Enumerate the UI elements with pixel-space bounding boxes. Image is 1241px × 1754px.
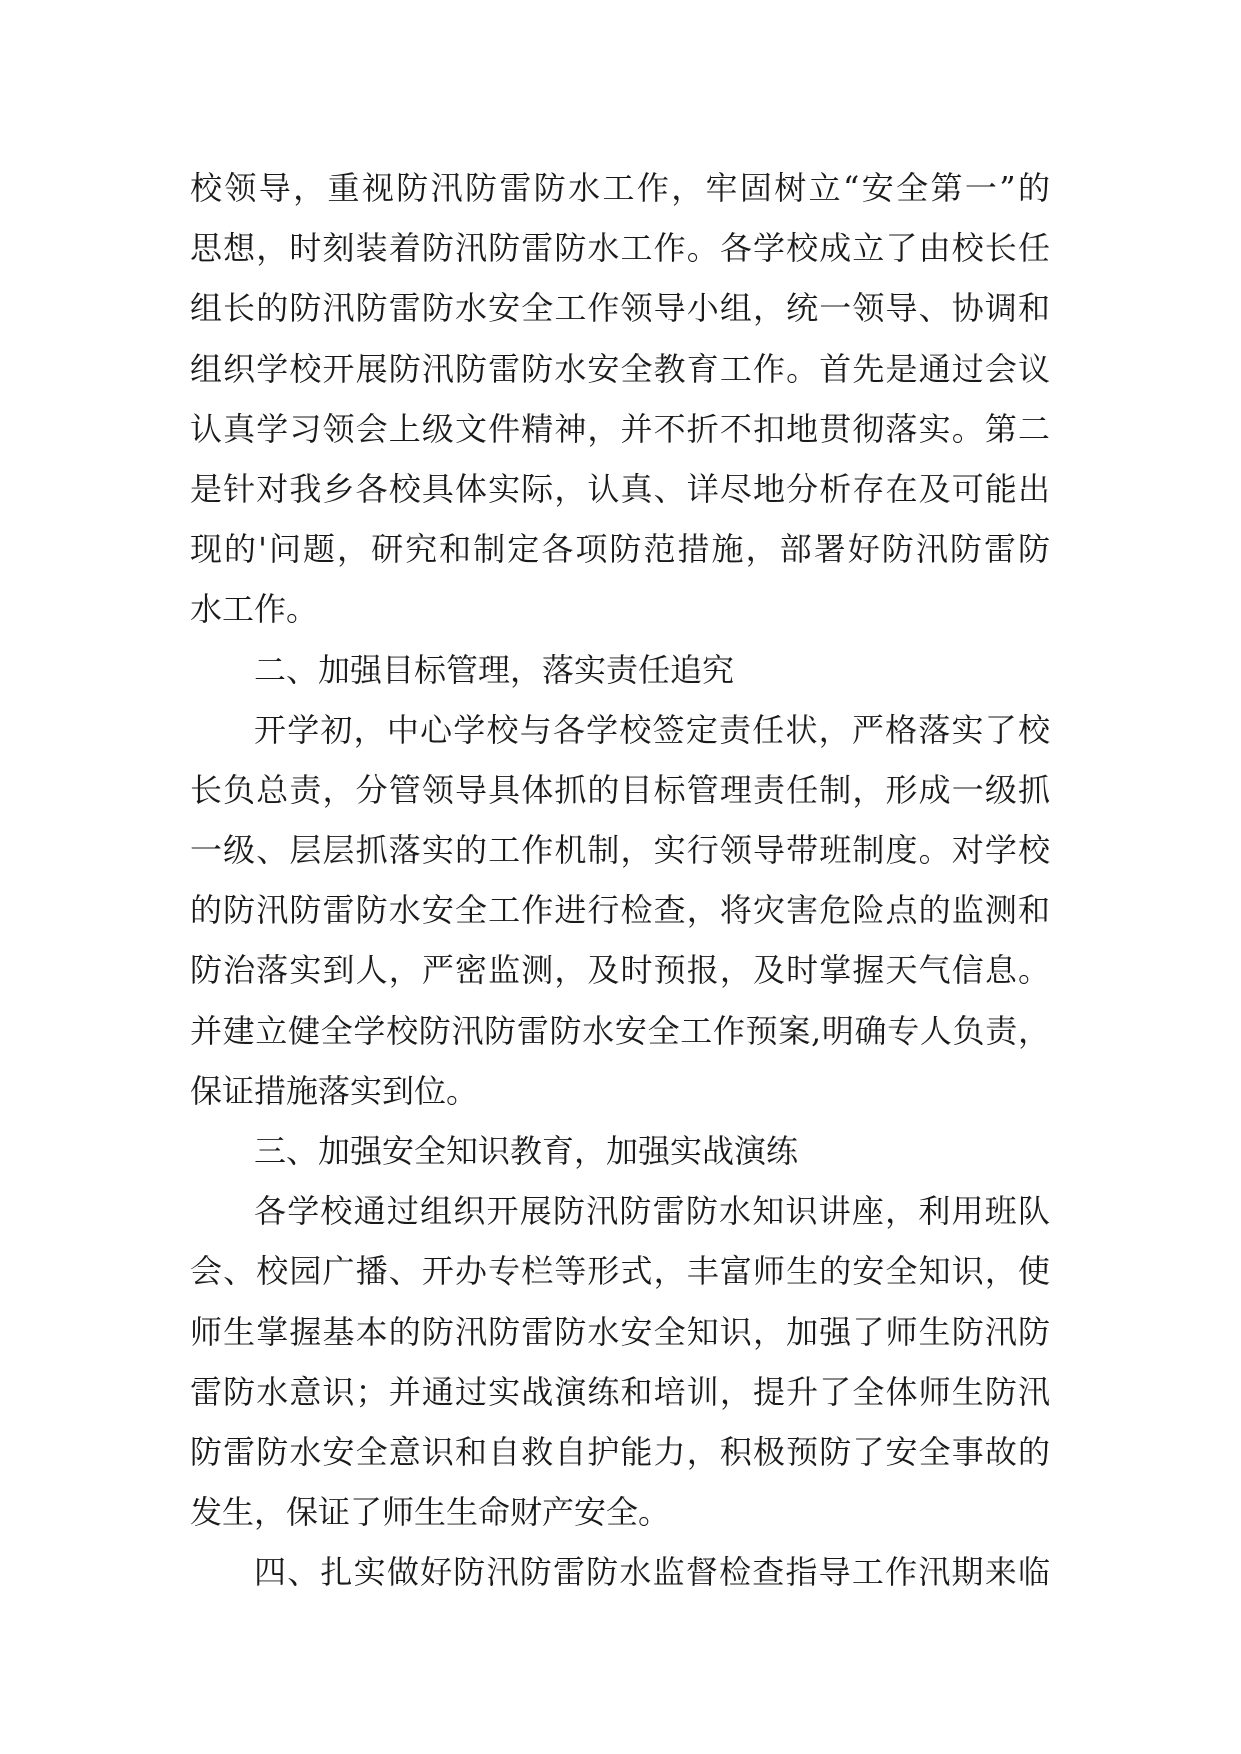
text-line: 会、校园广播、开办专栏等形式，丰富师生的安全知识，使	[190, 1252, 1050, 1291]
text-line: 现的'问题，研究和制定各项防范措施，部署好防汛防雷防	[190, 530, 1050, 569]
text-line: 是针对我乡各校具体实际，认真、详尽地分析存在及可能出	[190, 469, 1050, 508]
text-line: 开学初，中心学校与各学校签定责任状，严格落实了校	[254, 710, 1050, 749]
text-line: 的防汛防雷防水安全工作进行检查，将灾害危险点的监测和	[190, 891, 1050, 930]
text-line: 雷防水意识；并通过实战演练和培训，提升了全体师生防汛	[190, 1372, 1050, 1411]
text-line: 保证措施落实到位。	[190, 1071, 479, 1110]
text-line: 并建立健全学校防汛防雷防水安全工作预案,明确专人负责，	[190, 1011, 1050, 1050]
text-line: 认真学习领会上级文件精神，并不折不扣地贯彻落实。第二	[190, 409, 1050, 448]
text-line: 一级、层层抓落实的工作机制，实行领导带班制度。对学校	[190, 831, 1050, 870]
text-line: 组织学校开展防汛防雷防水安全教育工作。首先是通过会议	[190, 349, 1050, 388]
text-line: 长负总责，分管领导具体抓的目标管理责任制，形成一级抓	[190, 770, 1050, 809]
section-heading: 二、加强目标管理，落实责任追究	[254, 650, 735, 689]
section-heading: 四、扎实做好防汛防雷防水监督检查指导工作汛期来临	[254, 1553, 1050, 1592]
text-line: 水工作。	[190, 590, 319, 629]
text-line: 各学校通过组织开展防汛防雷防水知识讲座，利用班队	[254, 1192, 1050, 1231]
text-line: 组长的防汛防雷防水安全工作领导小组，统一领导、协调和	[190, 289, 1050, 328]
text-line: 防雷防水安全意识和自救自护能力，积极预防了安全事故的	[190, 1432, 1050, 1471]
text-line: 师生掌握基本的防汛防雷防水安全知识，加强了师生防汛防	[190, 1312, 1050, 1351]
section-heading: 三、加强安全知识教育，加强实战演练	[254, 1132, 799, 1170]
text-line: 校领导，重视防汛防雷防水工作，牢固树立“安全第一”的	[190, 169, 1050, 207]
text-line: 防治落实到人，严密监测，及时预报，及时掌握天气信息。	[190, 951, 1050, 990]
text-line: 发生，保证了师生生命财产安全。	[190, 1493, 671, 1532]
text-line: 思想，时刻装着防汛防雷防水工作。各学校成立了由校长任	[190, 229, 1050, 268]
body-text	[190, 158, 1050, 1603]
